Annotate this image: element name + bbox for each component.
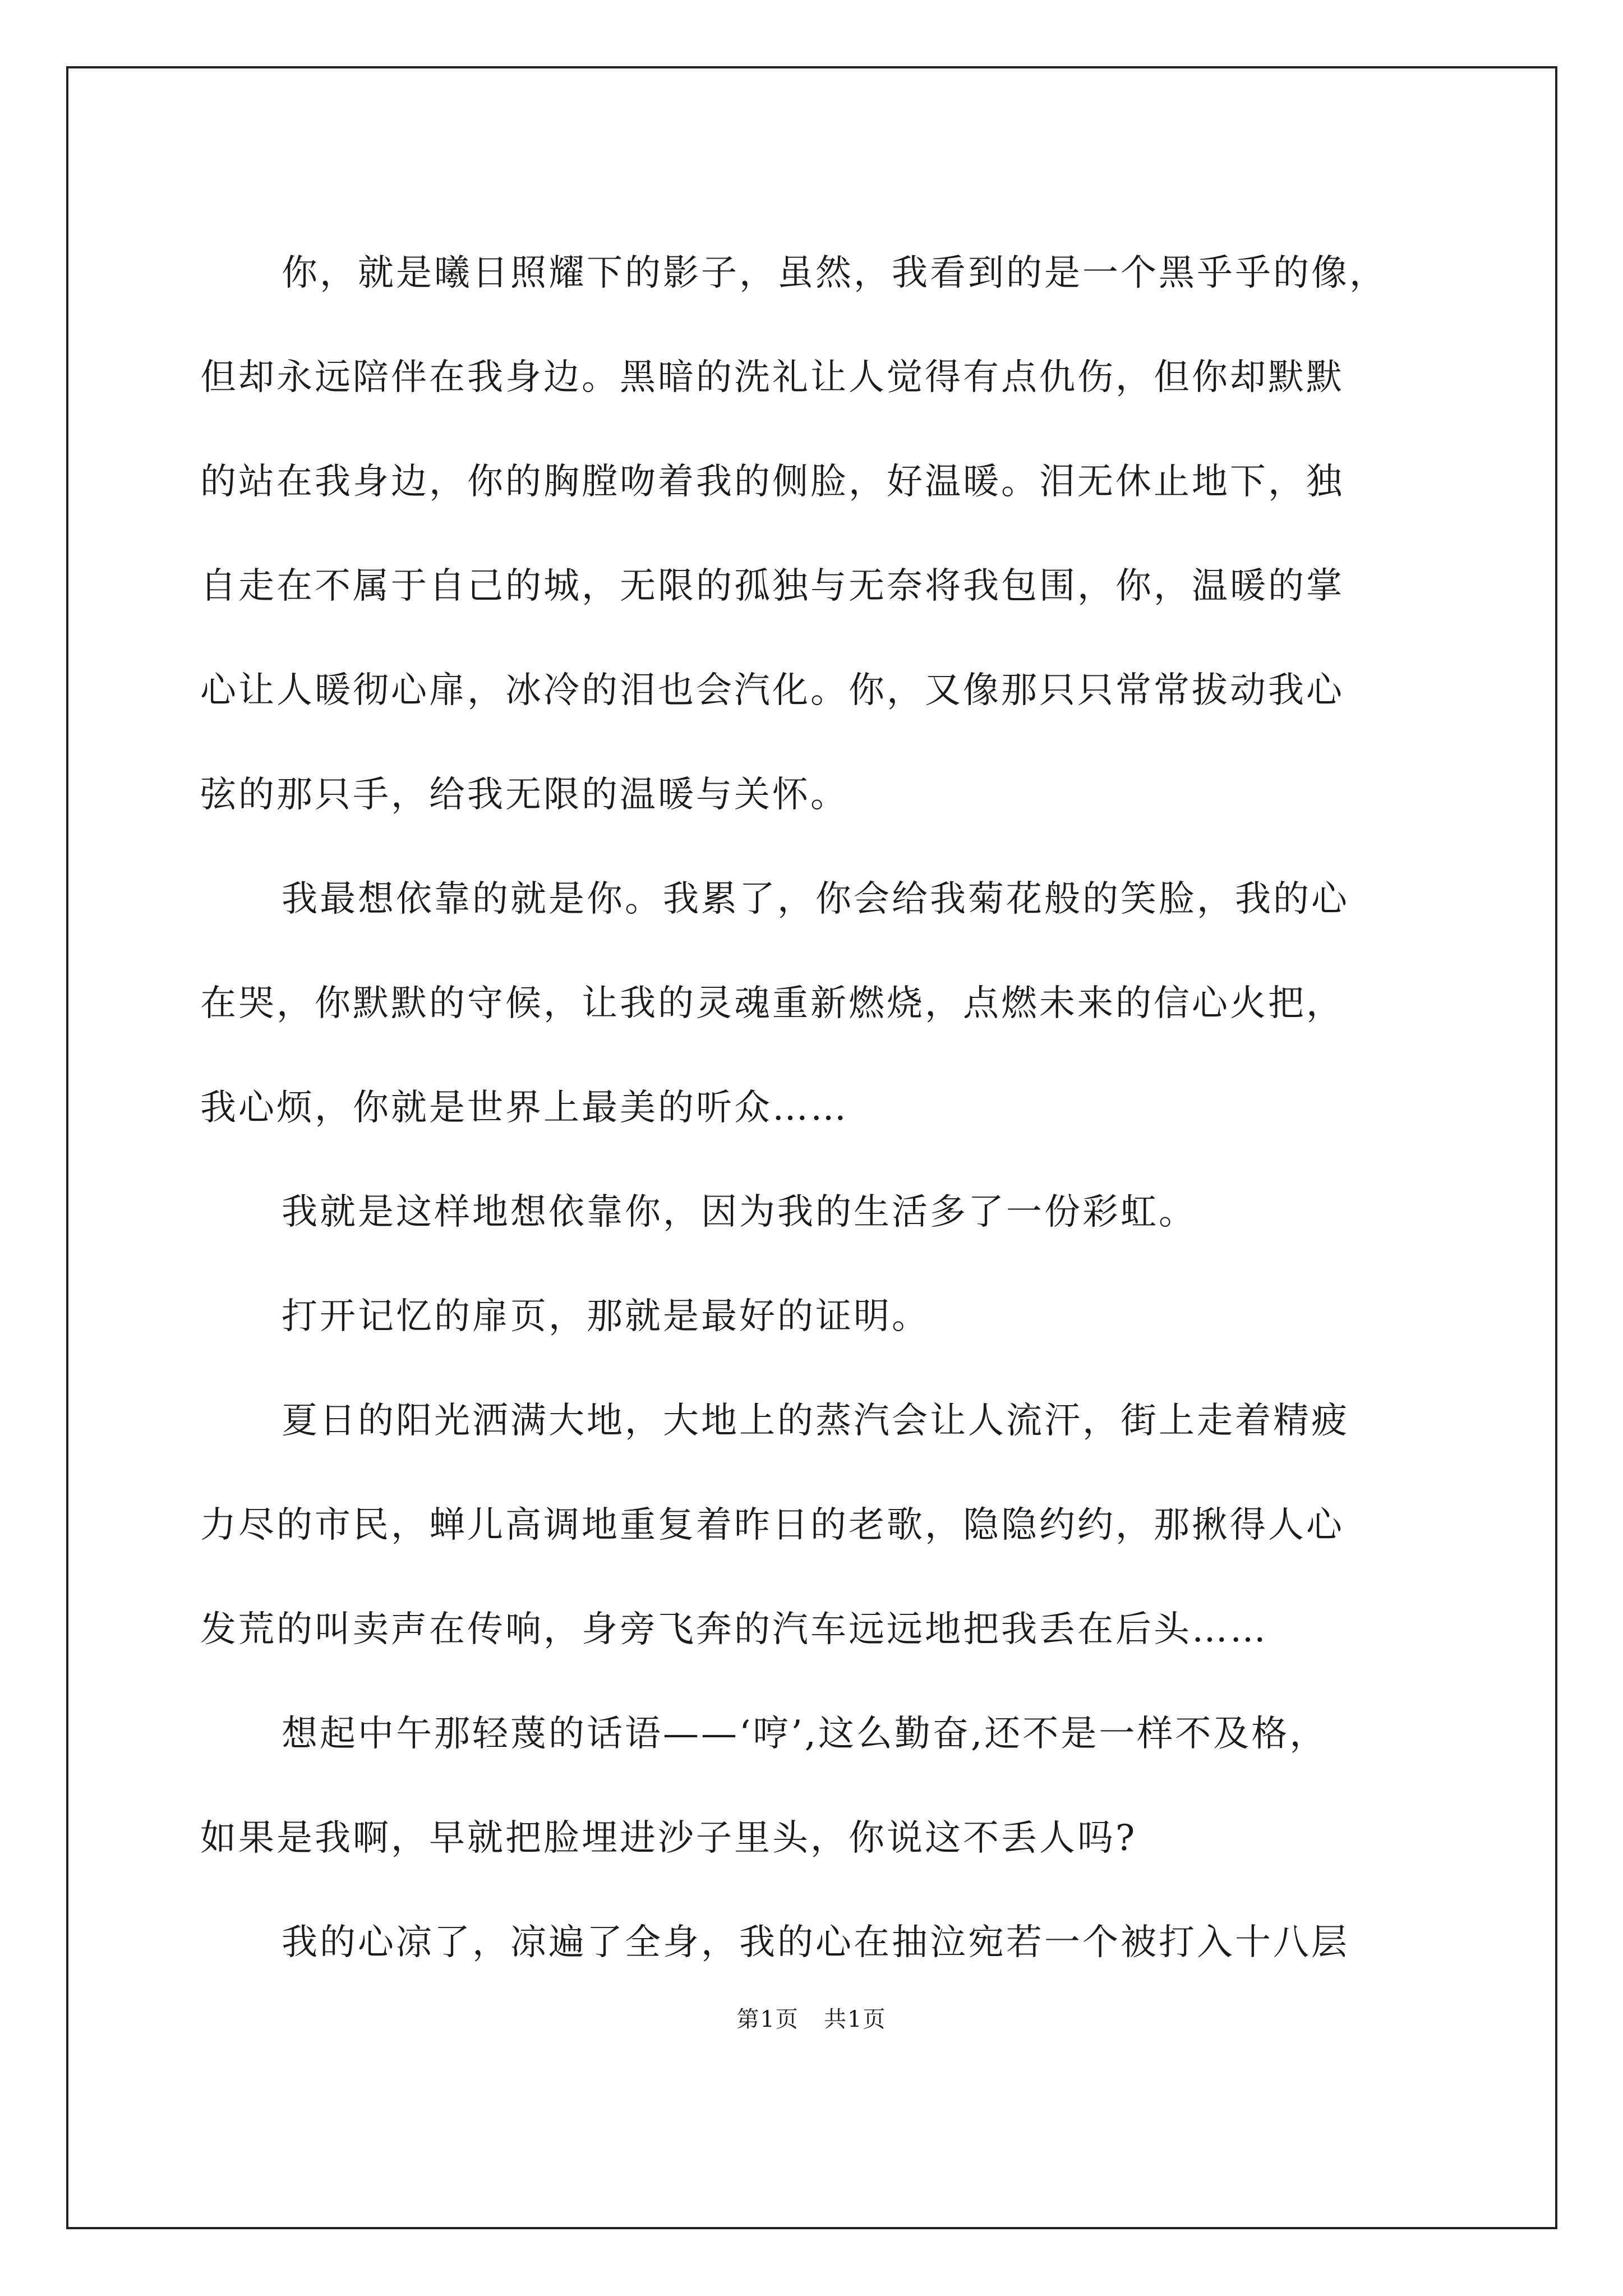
text-line: 如果是我啊，早就把脸埋进沙子里头，你说这不丢人吗? xyxy=(200,1818,1137,1859)
text-line: 但却永远陪伴在我身边。黑暗的洗礼让人觉得有点仇伤，但你却默默 xyxy=(200,357,1344,398)
text-line: 你，就是曦日照耀下的影子，虽然，我看到的是一个黑乎乎的像， xyxy=(282,252,1387,294)
text-line: 心让人暖彻心扉，冰冷的泪也会汽化。你，又像那只只常常拔动我心 xyxy=(200,670,1344,711)
page-number-footer: 第1页 共1页 xyxy=(736,2007,887,2032)
text-line: 弦的那只手，给我无限的温暖与关怀。 xyxy=(200,774,849,816)
text-line: 发荒的叫卖声在传响，身旁飞奔的汽车远远地把我丢在后头…… xyxy=(200,1609,1268,1650)
text-line: 我就是这样地想依靠你，因为我的生活多了一份彩虹。 xyxy=(282,1191,1197,1233)
text-line: 的站在我身边，你的胸膛吻着我的侧脸，好温暖。泪无休止地下，独 xyxy=(200,461,1344,503)
text-line: 打开记忆的扉页，那就是最好的证明。 xyxy=(282,1296,930,1337)
document-body xyxy=(200,221,1434,1995)
text-line: 想起中午那轻蔑的话语——‘哼’,这么勤奋,还不是一样不及格， xyxy=(282,1713,1328,1755)
text-line: 我的心凉了，凉遍了全身，我的心在抽泣宛若一个被打入十八层 xyxy=(282,1922,1349,1963)
text-line: 自走在不属于自己的城，无限的孤独与无奈将我包围，你，温暖的掌 xyxy=(200,565,1344,607)
text-line: 在哭，你默默的守候，让我的灵魂重新燃烧，点燃未来的信心火把， xyxy=(200,983,1344,1024)
text-line: 我最想依靠的就是你。我累了，你会给我菊花般的笑脸，我的心 xyxy=(282,878,1349,920)
text-line: 我心烦，你就是世界上最美的听众…… xyxy=(200,1087,849,1129)
text-line: 夏日的阳光洒满大地，大地上的蒸汽会让人流汗，街上走着精疲 xyxy=(282,1400,1349,1442)
text-line: 力尽的市民，蝉儿高调地重复着昨日的老歌，隐隐约约，那揪得人心 xyxy=(200,1504,1344,1546)
